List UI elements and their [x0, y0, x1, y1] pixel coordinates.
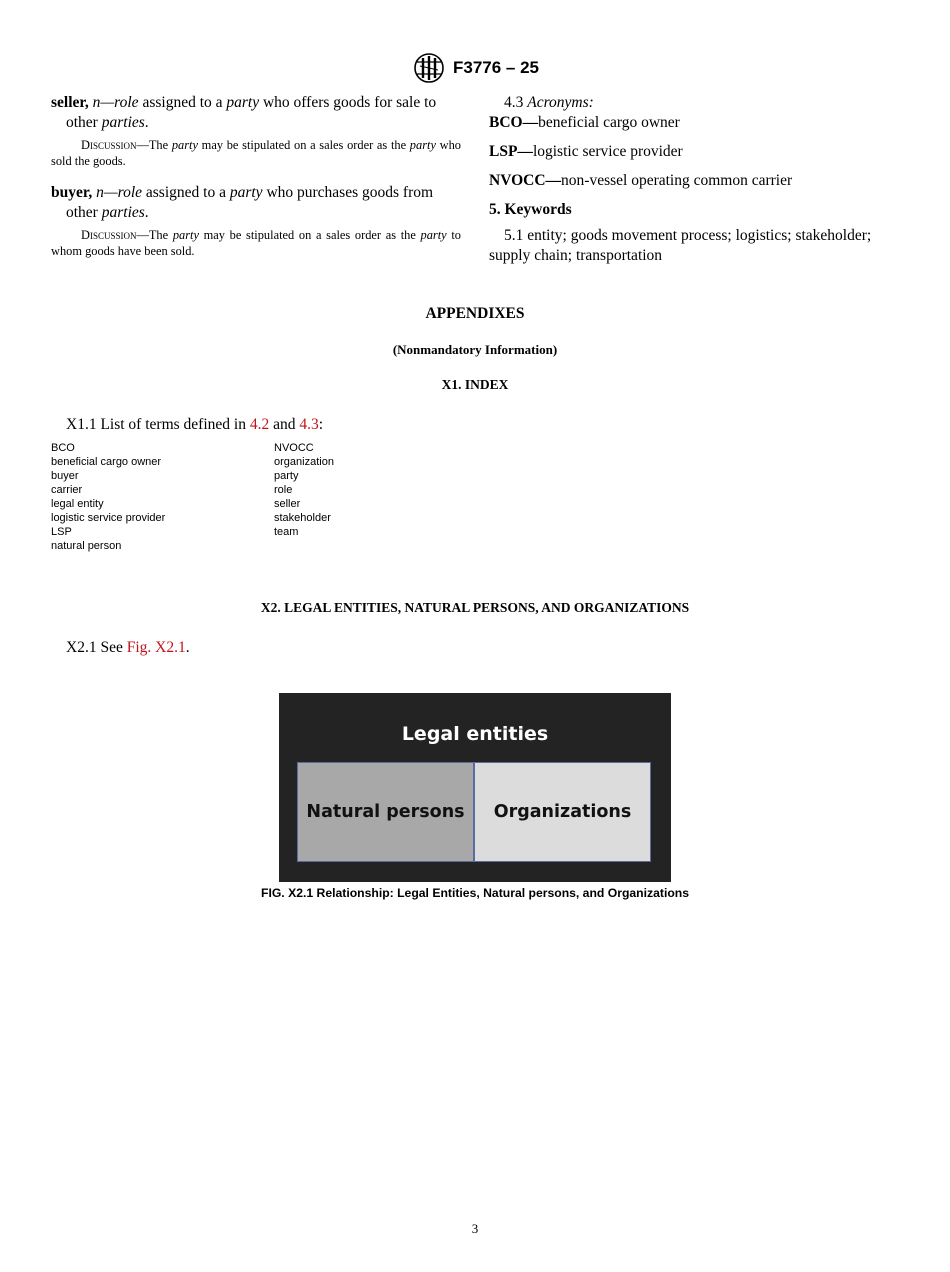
- document-id: F3776 – 25: [452, 58, 539, 77]
- right-column: [489, 93, 901, 266]
- index-item: natural person: [51, 540, 122, 552]
- page-header: [0, 52, 950, 84]
- term-buyer: buyer,: [51, 184, 93, 201]
- index-item: carrier: [51, 484, 83, 496]
- link-fig-x2-1[interactable]: Fig. X2.1: [126, 639, 186, 656]
- acronym-lsp: LSP—logistic service provider: [489, 143, 683, 160]
- index-item: buyer: [51, 470, 79, 482]
- acronym-nvocc: NVOCC—non-vessel operating common carrier: [489, 172, 793, 189]
- organizations-box: Organizations: [474, 762, 651, 862]
- discussion-seller: Discussion—The party may be stipulated on a sales order as the party who sold the goods.: [51, 138, 461, 168]
- natural-persons-box: Natural persons: [297, 762, 474, 862]
- x2-1-paragraph: X2.1 See Fig. X2.1.: [66, 639, 190, 656]
- index-item: BCO: [51, 442, 75, 454]
- index-item: NVOCC: [274, 442, 314, 454]
- definition-seller: seller, n—role assigned to a party who offers goods for sale to other parties.: [51, 94, 437, 131]
- index-list-left: [51, 441, 165, 553]
- page-number: 3: [471, 1221, 479, 1236]
- figure-caption: FIG. X2.1 Relationship: Legal Entities, Natural persons, and Organizations: [261, 886, 689, 900]
- term-seller: seller,: [51, 94, 89, 111]
- index-item: party: [274, 470, 299, 482]
- index-item: stakeholder: [274, 512, 331, 524]
- x1-1-paragraph: X1.1 List of terms defined in 4.2 and 4.3:: [66, 416, 324, 433]
- figure-outer-label: Legal entities: [401, 723, 549, 745]
- index-item: role: [274, 484, 293, 496]
- index-item: beneficial cargo owner: [51, 456, 162, 468]
- index-item: legal entity: [51, 498, 104, 510]
- astm-logo-icon: [411, 52, 447, 84]
- left-column: [51, 93, 461, 273]
- keywords-heading: 5. Keywords: [489, 201, 572, 218]
- keywords-body: 5.1 entity; goods movement process; logistics; stakeholder; supply chain; transportation: [489, 227, 872, 264]
- index-item: seller: [274, 498, 301, 510]
- index-item: team: [274, 526, 299, 538]
- x2-title: X2. LEGAL ENTITIES, NATURAL PERSONS, AND ORGANIZATIONS: [260, 600, 690, 615]
- acronyms-heading: 4.3 Acronyms:: [504, 94, 594, 111]
- definition-buyer: buyer, n—role assigned to a party who purchases goods from other parties.: [51, 184, 434, 221]
- appendixes-title: APPENDIXES: [425, 305, 525, 322]
- figure-legal-entities: [279, 693, 671, 882]
- index-item: logistic service provider: [51, 512, 166, 524]
- x1-index-title: X1. INDEX: [441, 377, 509, 392]
- acronym-bco: BCO—beneficial cargo owner: [489, 114, 680, 131]
- nonmandatory-subtitle: (Nonmandatory Information): [392, 342, 558, 357]
- index-list-right: [274, 441, 334, 539]
- index-item: LSP: [51, 526, 72, 538]
- link-section-4-3[interactable]: 4.3: [299, 416, 319, 433]
- link-section-4-2[interactable]: 4.2: [249, 416, 270, 433]
- index-item: organization: [274, 456, 334, 468]
- discussion-buyer: Discussion—The party may be stipulated on a sales order as the party to whom goods have been sold.: [51, 228, 461, 258]
